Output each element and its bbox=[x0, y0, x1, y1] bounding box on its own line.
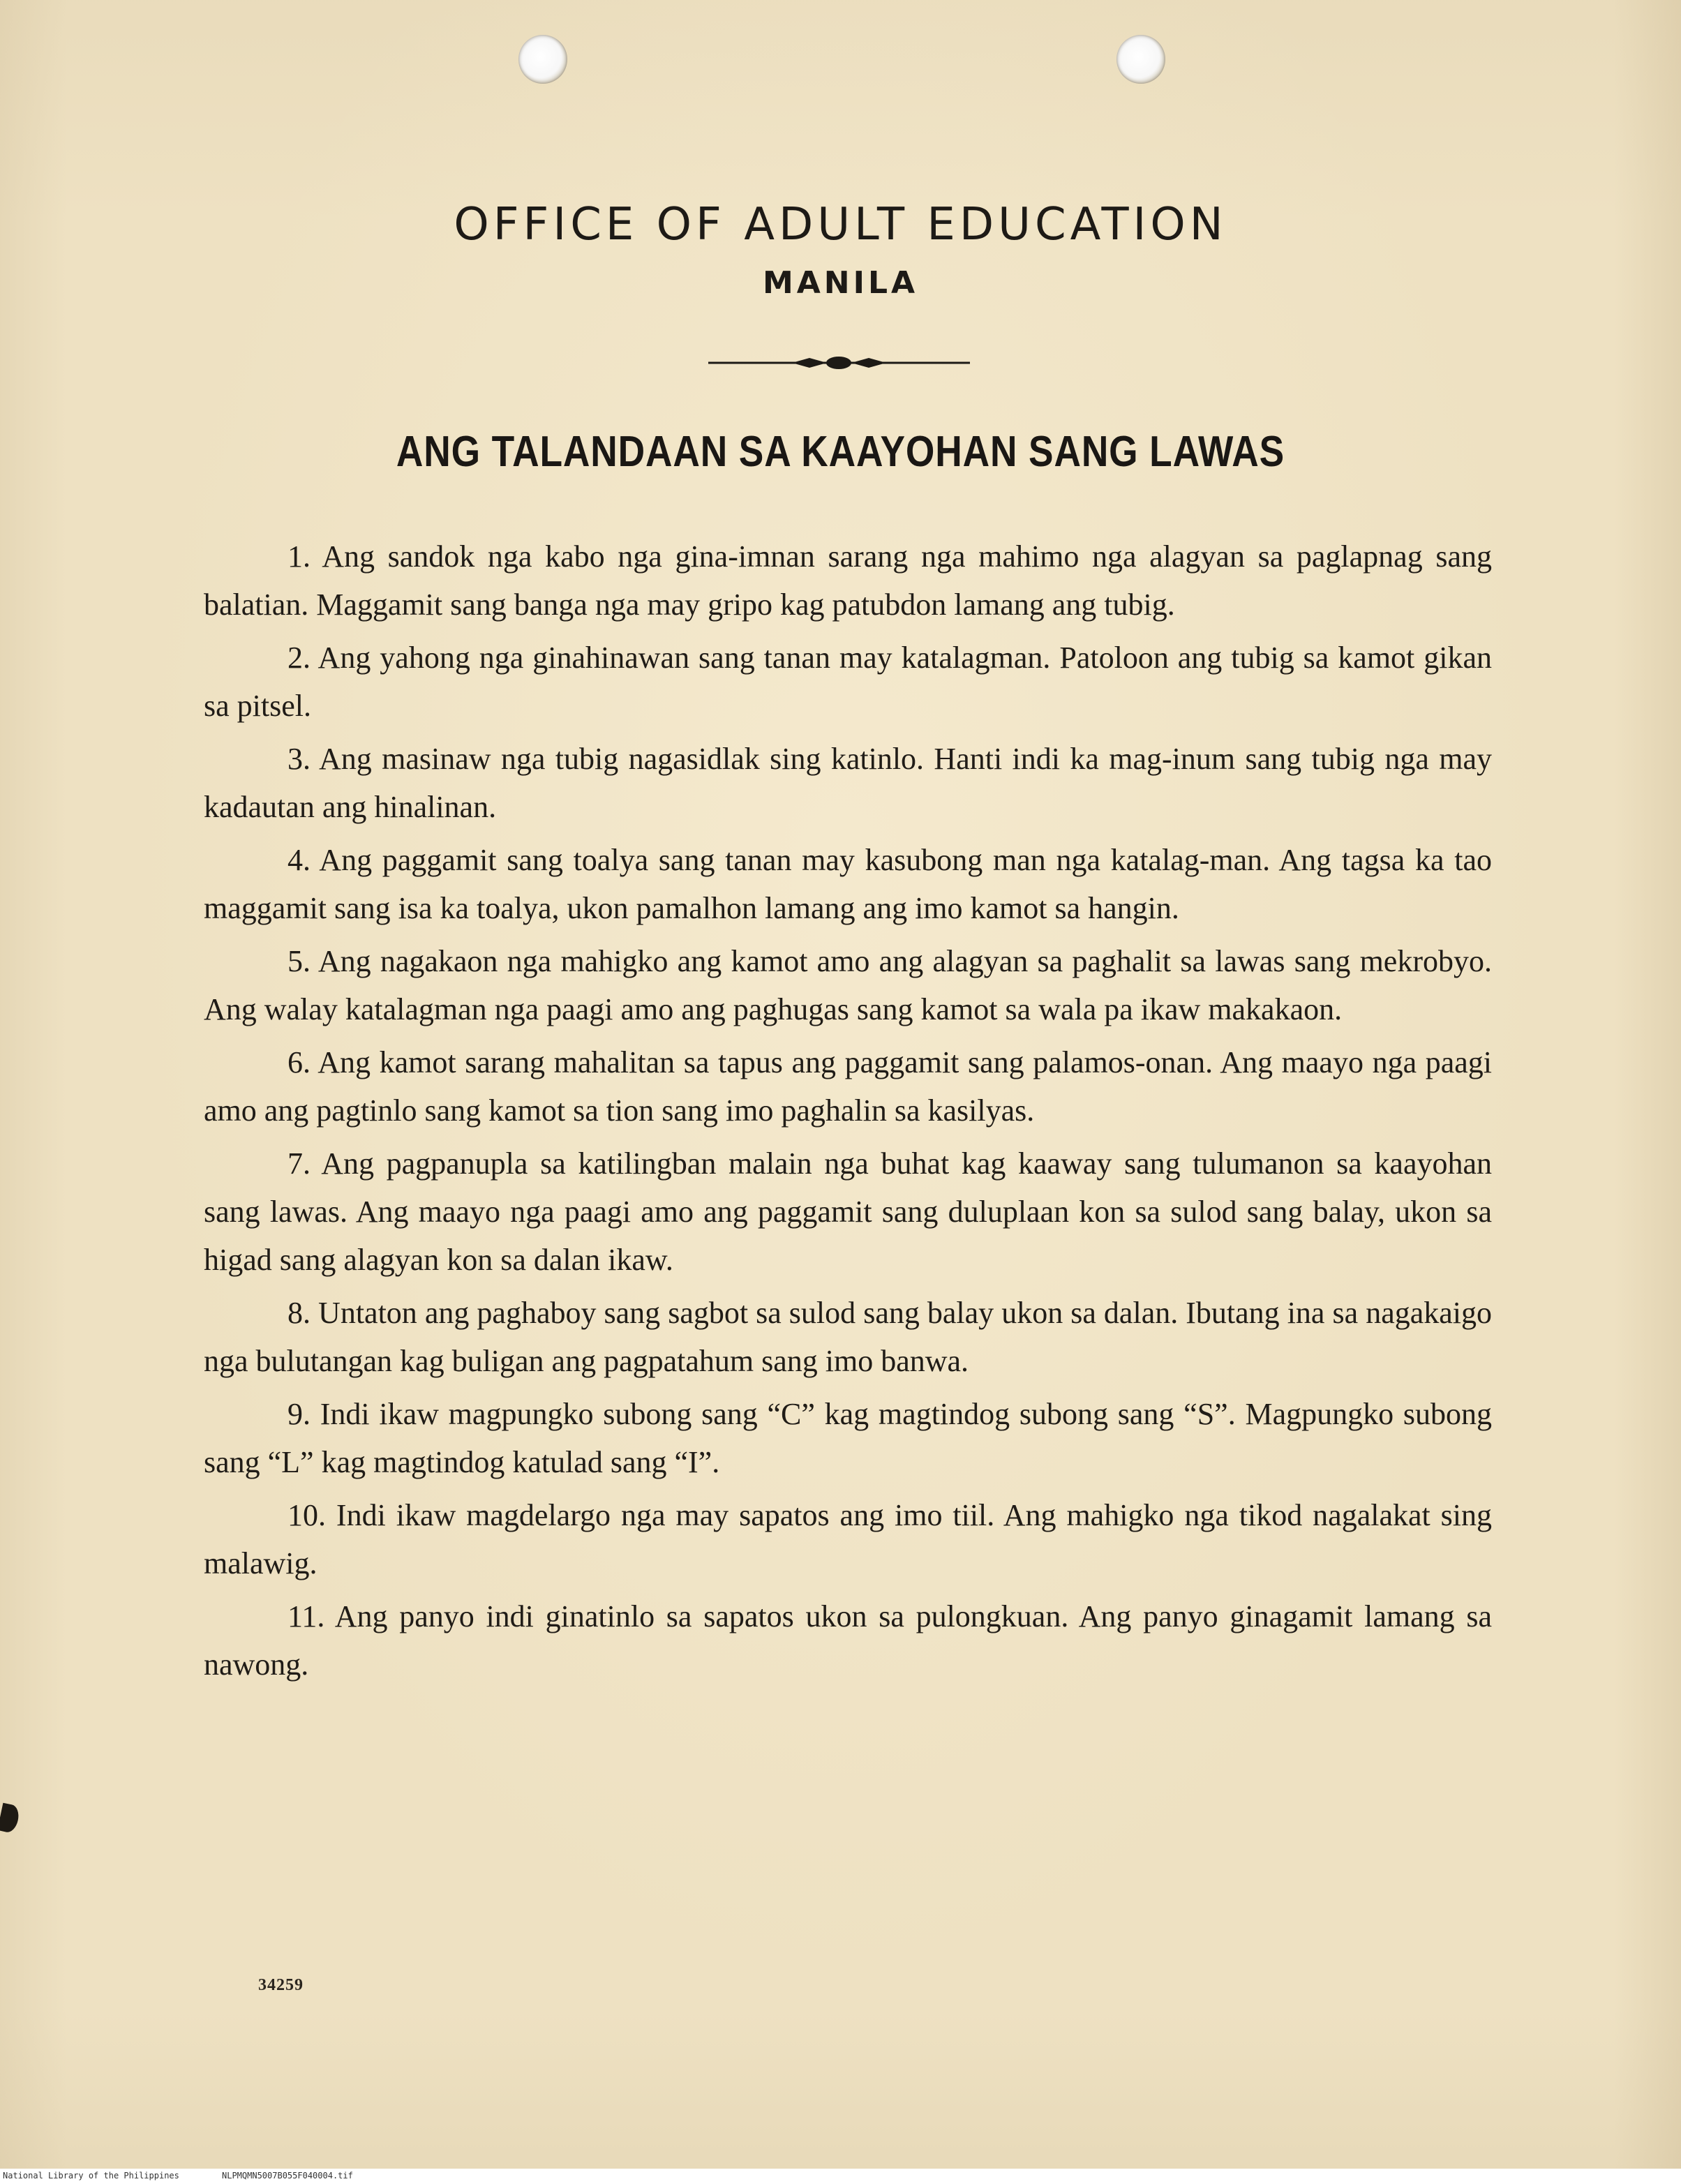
list-item bbox=[204, 1038, 1492, 1135]
item-text: Ang pagpanupla sa katilingban malain nga buhat kag kaaway sang tulumanon sa kaayohan sang lawas. Ang maayo nga paagi amo ang paggamit sang duluplaan kon sa sulod sang balay, ukon sa higad sang alagyan kon sa dalan ikaw. bbox=[204, 1146, 1493, 1277]
item-text: Ang nagakaon nga mahigko ang kamot amo ang alagyan sa paghalit sa lawas sang mekrobyo. Ang walay katalagman nga paagi amo ang paghugas sang kamot sa wala pa ikaw makakaon. bbox=[204, 944, 1492, 1026]
item-text: Untaton ang paghaboy sang sagbot sa sulod sang balay ukon sa dalan. Ibutang ina sa nagakaigo nga bulutangan kag buligan ang pagpatahum sang imo banwa. bbox=[204, 1296, 1492, 1378]
ornament-divider bbox=[708, 349, 970, 377]
organization-heading: OFFICE OF ADULT EDUCATION bbox=[454, 199, 1227, 250]
item-number: 10. bbox=[287, 1498, 326, 1532]
city-heading: MANILA bbox=[762, 265, 919, 301]
item-number: 4. bbox=[287, 843, 311, 877]
item-number: 5. bbox=[287, 944, 311, 978]
item-text: Indi ikaw magdelargo nga may sapatos ang imo tiil. Ang mahigko nga tikod nagalakat sing malawig. bbox=[204, 1498, 1492, 1580]
item-number: 9. bbox=[287, 1397, 311, 1431]
list-item bbox=[204, 1139, 1492, 1284]
list-item bbox=[204, 1491, 1492, 1587]
item-number: 1. bbox=[287, 539, 311, 574]
item-text: Ang yahong nga ginahinawan sang tanan may katalagman. Patoloon ang tubig sa kamot gikan sa pitsel. bbox=[204, 641, 1492, 723]
list-item bbox=[204, 634, 1492, 730]
item-text: Ang kamot sarang mahalitan sa tapus ang paggamit sang palamos-onan. Ang maayo nga paagi amo ang pagtinlo sang kamot sa tion sang imo paghalin sa kasilyas. bbox=[204, 1045, 1492, 1128]
item-number: 2. bbox=[287, 641, 311, 675]
item-number: 7. bbox=[287, 1146, 311, 1181]
list-item bbox=[204, 1390, 1492, 1486]
item-text: Ang sandok nga kabo nga gina-imnan sarang nga mahimo nga alagyan sa paglapnag sang balatian. Maggamit sang banga nga may gripo kag patubdon lamang ang tubig. bbox=[204, 539, 1492, 622]
item-text: Indi ikaw magpungko subong sang “C” kag magtindog subong sang “S”. Magpungko subong sang “L” kag magtindog katulad sang “I”. bbox=[204, 1397, 1493, 1479]
list-item bbox=[204, 1592, 1492, 1689]
document-title: ANG TALANDAAN SA KAAYOHAN SANG LAWAS bbox=[396, 428, 1285, 476]
list-item bbox=[204, 836, 1492, 932]
item-number: 6. bbox=[287, 1045, 311, 1079]
item-number: 8. bbox=[287, 1296, 311, 1330]
item-number: 11. bbox=[287, 1599, 325, 1633]
list-item bbox=[204, 937, 1492, 1033]
item-number: 3. bbox=[287, 742, 311, 776]
punch-hole-right bbox=[1116, 35, 1165, 84]
list-item bbox=[204, 1289, 1492, 1385]
item-text: Ang panyo indi ginatinlo sa sapatos ukon sa pulongkuan. Ang panyo ginagamit lamang sa nawong. bbox=[204, 1599, 1492, 1682]
file-id: NLPMQMN5007B055F040004.tif bbox=[222, 2171, 353, 2181]
list-item bbox=[204, 735, 1492, 831]
item-text: Ang masinaw nga tubig nagasidlak sing katinlo. Hanti indi ka mag-inum sang tubig nga may kadautan ang hinalinan. bbox=[204, 742, 1493, 824]
item-text: Ang paggamit sang toalya sang tanan may kasubong man nga katalag-man. Ang tagsa ka tao maggamit sang isa ka toalya, ukon pamalhon lamang ang imo kamot sa hangin. bbox=[204, 843, 1493, 925]
list-item bbox=[204, 532, 1492, 629]
form-number: 34259 bbox=[258, 1976, 304, 1994]
punch-hole-left bbox=[518, 35, 567, 84]
rules-list bbox=[204, 532, 1492, 1693]
library-credit: National Library of the Philippines bbox=[3, 2171, 179, 2181]
